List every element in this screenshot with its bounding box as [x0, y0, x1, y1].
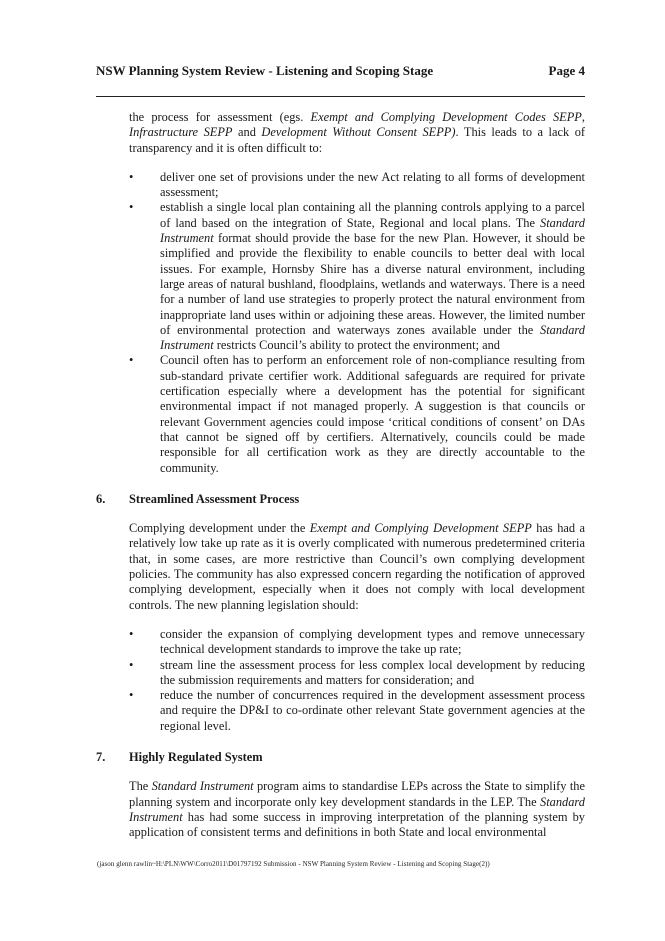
bullet-list-legislation [129, 627, 585, 734]
bullet-icon: • [129, 353, 134, 368]
section-heading-7 [96, 750, 585, 765]
list-item: • stream line the assessment process for less complex local development by reducing the submission requirements and matters for consideration; and [129, 657, 585, 687]
list-item: • deliver one set of provisions under the new Act relating to all forms of development assessment; [129, 169, 585, 200]
bullet-icon: • [129, 657, 134, 672]
list-item: • establish a single local plan containing all the planning controls applying to a parcel of land based on the integration of State, Regional and local plans. The Standard Instrument format should provide the base for the new Plan. However, it should be simplified and provide the flexibility to enable councils to better deal with local issues. For example, Hornsby Shire has a diverse natural environment, including large areas of natural bushland, floodplains, wetlands and waterways. There is a need for a number of land use strategies to properly protect the natural environment from inappropriate land uses within or adjoining these areas. However, the limited number of environmental protection and waterways zones available under the Standard Instrument restricts Council’s ability to protect the environment; and [129, 200, 585, 353]
bullet-icon: • [129, 169, 134, 184]
page-header [96, 63, 585, 79]
header-rule [96, 96, 585, 97]
list-item: • reduce the number of concurrences required in the development assessment process and require the DP&I to co-ordinate other relevant State government agencies at the regional level. [129, 688, 585, 733]
section-number: 6. [96, 491, 106, 506]
list-item: • consider the expansion of complying development types and remove unnecessary technical development standards to improve the take up rate; [129, 626, 585, 657]
section-title: Highly Regulated System [129, 749, 263, 764]
section-heading-6 [96, 492, 585, 507]
bullet-list-difficulties [129, 170, 585, 476]
file-path-footer: (jason glenn rawlin~H:\PLN\WW\Corro2011\D01797192 Submission - NSW Planning System Review - Listening and Scoping Stage(2)) [97, 860, 490, 868]
bullet-icon: • [129, 200, 134, 215]
document-title: NSW Planning System Review - Listening and Scoping Stage [96, 63, 434, 78]
section-6-paragraph: Complying development under the Exempt and Complying Development SEPP has had a relatively low take up rate as it is overly complicated with numerous predetermined criteria that, in some cases, are more restrictive than Council’s own complying development policies. The community has also expressed concern regarding the notification of approved complying development, especially when it does not comply with local development controls. The new planning legislation should: [129, 521, 585, 612]
intro-paragraph: the process for assessment (egs. Exempt and Complying Development Codes SEPP, Infrastructure SEPP and Development Without Consent SEPP). This leads to a lack of transparency and it is often difficult to: [129, 110, 586, 155]
bullet-icon: • [129, 626, 134, 641]
page-number: Page 4 [548, 63, 585, 78]
section-number: 7. [96, 749, 106, 764]
list-item: • Council often has to perform an enforcement role of non-compliance resulting from sub-standard private certifier work. Additional safeguards are required for private certification especially where a development has the potential for significant environmental impact if not managed properly. A suggestion is that councils or relevant Government agencies could impose ‘critical conditions of consent’ on DAs that cannot be signed off by certifiers. Alternatively, councils could be made responsible for all certification work as they are directly accountable to the community. [129, 353, 585, 475]
section-7-paragraph: The Standard Instrument program aims to standardise LEPs across the State to simplify the planning system and incorporate only key development standards in the LEP. The Standard Instrument has had some success in improving interpretation of the planning system by application of consistent terms and definitions in both State and local environmental [129, 779, 585, 840]
document-body [96, 110, 586, 840]
section-title: Streamlined Assessment Process [129, 491, 300, 506]
bullet-icon: • [129, 688, 134, 703]
